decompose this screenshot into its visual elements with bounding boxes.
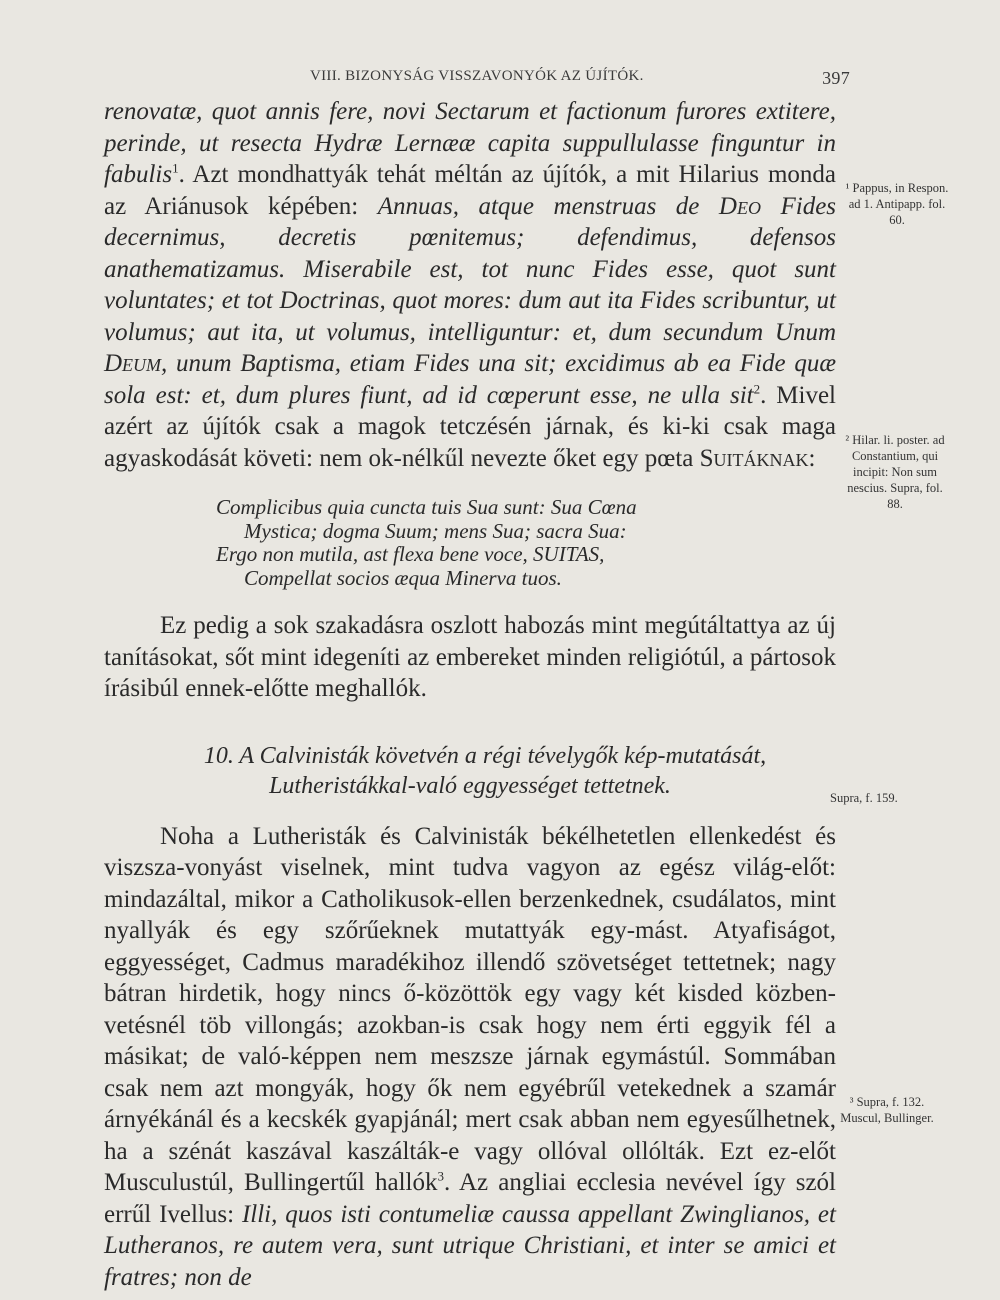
deo-word: Deo: [718, 192, 761, 220]
text-span: . Az angliai ecclesia nevével így szól errűl Ivellus:: [104, 1169, 836, 1228]
paragraph-3: [104, 821, 836, 1294]
latin-quote-3: Fides decernimus, decretis pœnitemus; defendimus, defensos anathematizamus. Miserabile est, tot nunc Fides esse, quot sunt voluntates; et tot Doctrinas, quot mores: dum aut ita Fides scribuntur, ut volumus; aut ita, ut volumus, intelliguntur: et, dum secundum Unum: [104, 192, 837, 346]
text-span: . Mivel azért az újítók csak a magok tetczésén járnak, és ki-ki csak maga agyaskodását követi: nem ok-nélkűl nevezte őket egy pœta: [104, 381, 837, 472]
chapter-title: VIII. BIZONYSÁG VISSZAVONYÓK AZ ÚJÍTÓK.: [310, 68, 644, 84]
footnote-ref-3: 3: [437, 1168, 444, 1184]
poem-line: Ergo non mutila, ast flexa bene voce, SUITAS,: [216, 542, 605, 566]
poem: [216, 496, 836, 590]
margin-note-1: ¹ Pappus, in Respon. ad 1. Antipapp. fol. 60.: [845, 181, 949, 227]
latin-quote-1: renovatæ, quot annis fere, novi Sectarum et factionum furores extitere, perinde, ut resecta Hydræ Lernææ capita suppullulasse finguntur in fabulis: [104, 98, 836, 188]
poem-line: Compellat socios æqua Minerva tuos.: [244, 565, 562, 590]
deum-word: Deum: [104, 350, 162, 377]
section-heading-line-1: 10. A Calvinisták követvén a régi tévelygők kép-mutatását,: [203, 742, 767, 769]
section-heading-line-2: Lutheristákkal-való eggyességet tettetnek.: [269, 772, 671, 799]
footnote-ref-1: 1: [172, 160, 179, 176]
margin-note-2: ² Hilar. li. poster. ad Constantium, qui incipit: Non sum nescius. Supra, fol. 88.: [845, 433, 945, 511]
page-number: 397: [822, 68, 850, 88]
suitas-word: Suitáknak: [699, 444, 809, 472]
paragraph-2: Ez pedig a sok szakadásra oszlott habozás mint megútáltattya az új tanításokat, sőt mint idegeníti az embereket minden religiótúl, a pártosok írásibúl ennek-előtte meghallók.: [104, 612, 836, 702]
latin-quote-2: Annuas, atque menstruas de: [377, 192, 719, 220]
paragraph-1: [104, 96, 836, 474]
latin-quote-4: , unum Baptisma, etiam Fides una sit; excidimus ab ea Fide quæ sola est: et, dum plures fiunt, ad id cœperunt esse, ne ulla sit: [104, 350, 836, 409]
text-span: :: [808, 444, 816, 472]
latin-quote-5: Illi, quos isti contumeliæ caussa appellant Zwinglianos, et Lutheranos, re autem vera, sunt utrique Christiani, et inter se amici et fratres; non de: [104, 1200, 836, 1291]
margin-note-3: Supra, f. 159.: [830, 791, 898, 805]
poem-line: Complicibus quia cuncta tuis Sua sunt: Sua Cœna: [216, 495, 637, 519]
margin-note-4: ³ Supra, f. 132. Muscul, Bullinger.: [840, 1095, 934, 1125]
poem-line: Mystica; dogma Suum; mens Sua; sacra Sua:: [244, 518, 627, 543]
main-text: [104, 96, 836, 1293]
section-heading: [104, 741, 836, 801]
footnote-ref-2: 2: [753, 381, 761, 397]
text-span: Noha a Lutheristák és Calvinisták békélhetetlen ellenkedést és viszsza-vonyást viselnek, mint tudva vagyon az egész világ-előt: mindazáltal, mikor a Catholikusok-ellen berzenkednek, csudálatos, mint nyallyák és egy szőrűeknek mutattyák egy-mást. Atyafiságot, eggyességet, Cadmus maradékihoz illendő szövetséget tettetnek; nagy bátran hirdetik, hogy nincs ő-közöttök egy vagy két kisded közben-vetésnél töb villongás; azokban-is csak hogy nem érti eggyik fél a másikat; de való-képpen nem meszsze járnak egymástúl. Sommában csak nem azt mongyák, hogy ők nem egyébrűl vetekednek a szamár árnyékánál és a kecskék gyapjánál; mert csak abban nem egyesűlhetnek, ha a szénát kaszával kaszálták-e vagy ollóval ollólták. Ezt ez-előt Musculustúl, Bullingertűl hallók: [104, 822, 836, 1196]
text-span: . Azt mondhattyák tehát méltán az újítók, a mit Hilarius monda az Ariánusok képében:: [104, 161, 836, 220]
